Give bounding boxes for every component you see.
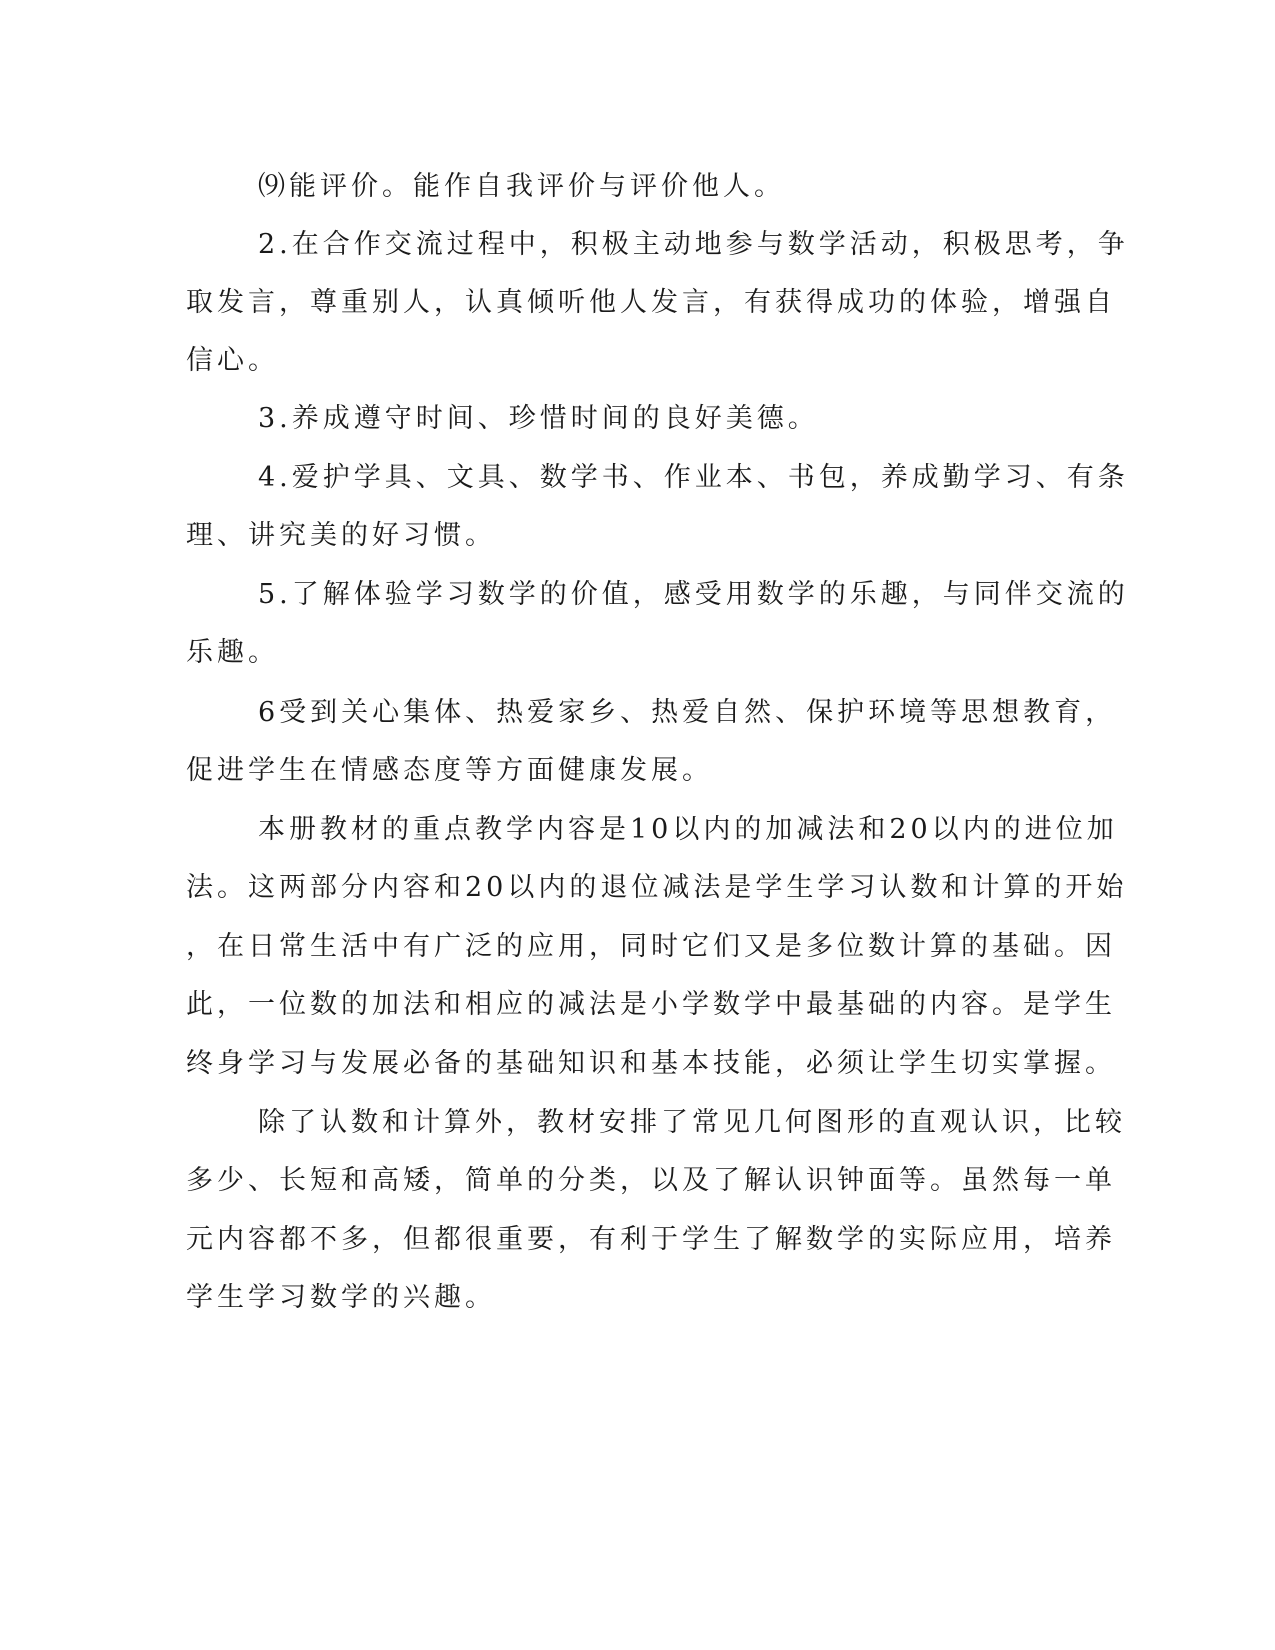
text-line: 取发言，尊重别人，认真倾听他人发言，有获得成功的体验，增强自: [186, 287, 1116, 318]
text-line: 乐趣。: [186, 637, 279, 668]
text-line: 多少、长短和高矮，简单的分类，以及了解认识钟面等。虽然每一单: [186, 1165, 1116, 1196]
text-line: 学生学习数学的兴趣。: [186, 1282, 496, 1313]
text-line: 4.爱护学具、文具、数学书、作业本、书包，养成勤学习、有条: [258, 462, 1129, 493]
text-line: 法。这两部分内容和20以内的退位减法是学生学习认数和计算的开始: [186, 872, 1128, 903]
text-line: ，在日常生活中有广泛的应用，同时它们又是多位数计算的基础。因: [186, 931, 1116, 962]
text-line: 促进学生在情感态度等方面健康发展。: [186, 755, 713, 786]
text-line: 3.养成遵守时间、珍惜时间的良好美德。: [258, 403, 819, 434]
text-line: 理、讲究美的好习惯。: [186, 520, 496, 551]
text-line: 元内容都不多，但都很重要，有利于学生了解数学的实际应用，培养: [186, 1224, 1116, 1255]
text-line: 终身学习与发展必备的基础知识和基本技能，必须让学生切实掌握。: [186, 1048, 1116, 1079]
text-line: 本册教材的重点教学内容是10以内的加减法和20以内的进位加: [258, 814, 1118, 845]
text-line: 此，一位数的加法和相应的减法是小学数学中最基础的内容。是学生: [186, 989, 1116, 1020]
text-line: 5.了解体验学习数学的价值，感受用数学的乐趣，与同伴交流的: [258, 579, 1129, 610]
text-line: 6受到关心集体、热爱家乡、热爱自然、保护环境等思想教育，: [258, 697, 1117, 728]
text-line: 信心。: [186, 345, 279, 376]
text-line: ⑼能评价。能作自我评价与评价他人。: [258, 171, 785, 202]
text-line: 2.在合作交流过程中，积极主动地参与数学活动，积极思考，争: [258, 229, 1129, 260]
text-line: 除了认数和计算外，教材安排了常见几何图形的直观认识，比较: [258, 1107, 1126, 1138]
